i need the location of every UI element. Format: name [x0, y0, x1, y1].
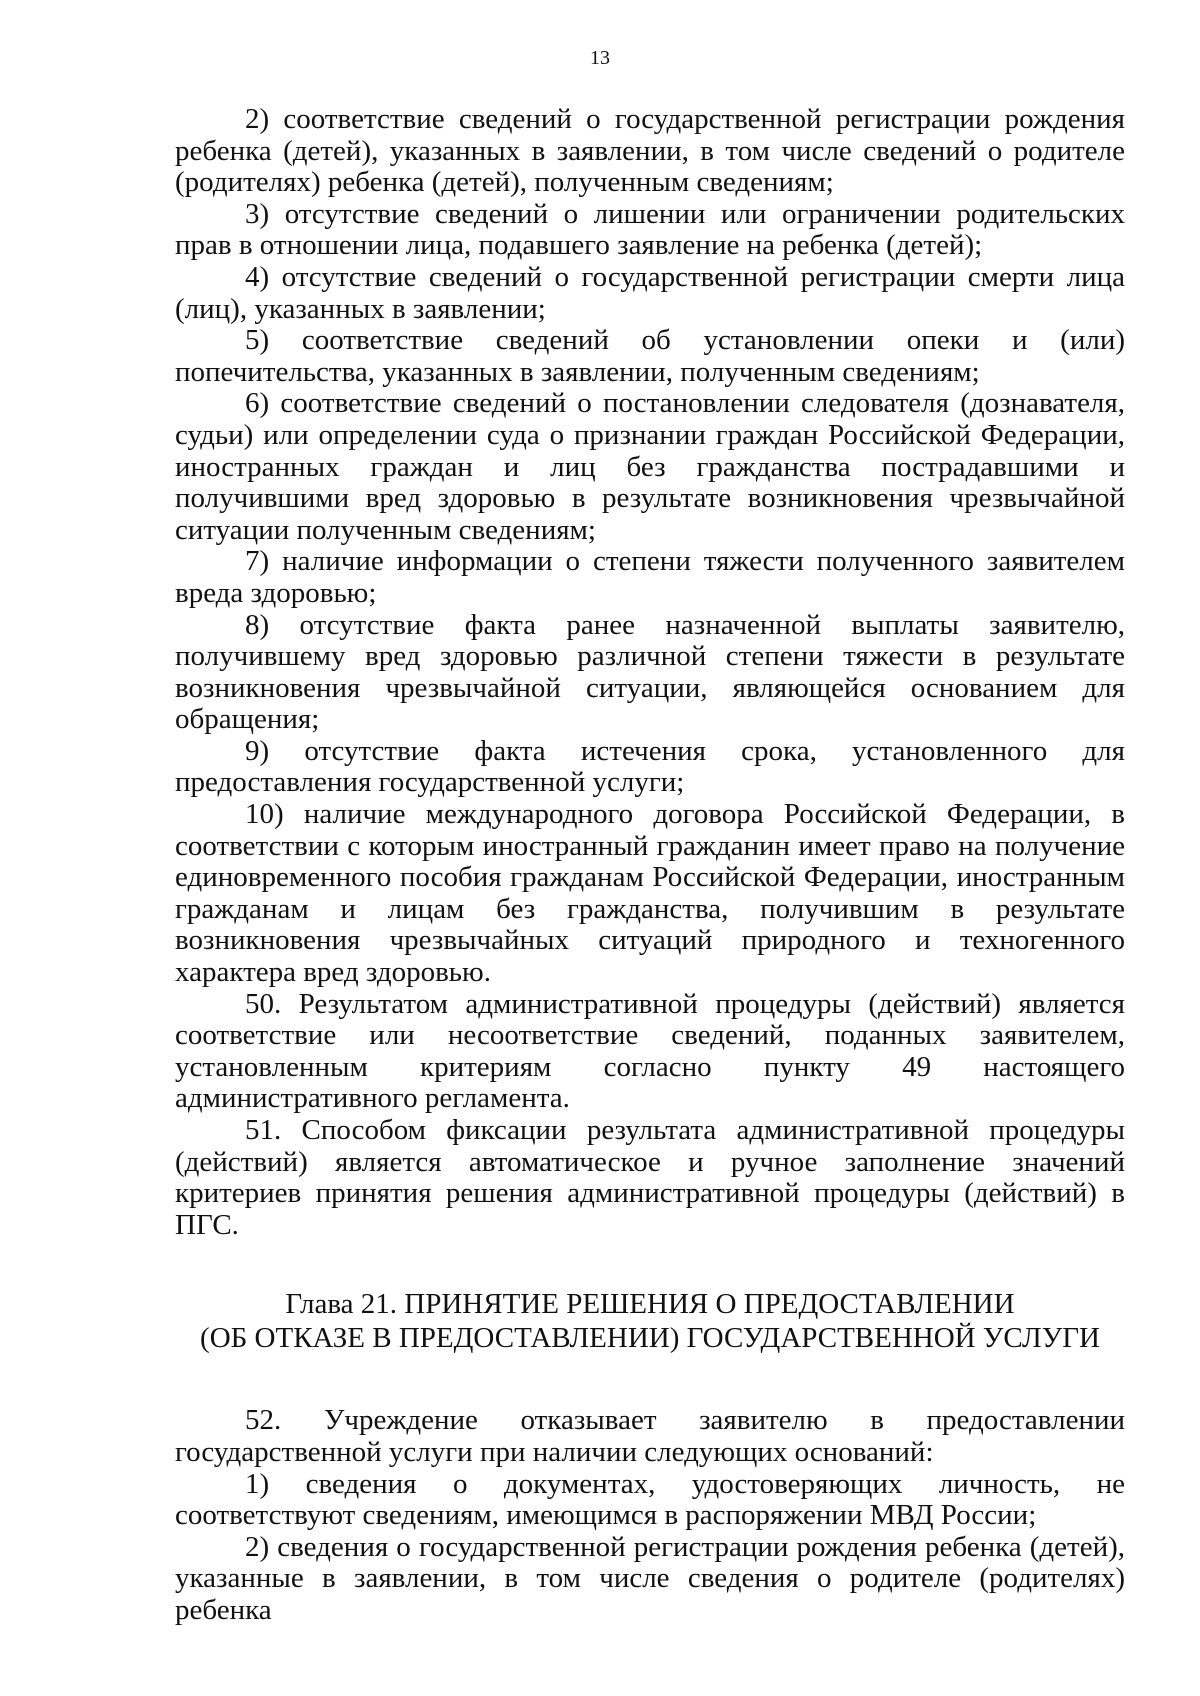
chapter-heading	[175, 1287, 1125, 1355]
refusal-ground-1: 1) сведения о документах, удостоверяющих личность, не соответствуют сведениям, имеющимся в распоряжении МВД России;	[175, 1467, 1125, 1532]
list-item-3: 3) отсутствие сведений о лишении или ограничении родительских прав в отношении лица, подавшего заявление на ребенка (детей);	[175, 197, 1125, 262]
list-item-8: 8) отсутствие факта ранее назначенной выплаты заявителю, получившему вред здоровью различной степени тяжести в результате возникновения чрезвычайной ситуации, являющейся основанием для обращения;	[175, 608, 1125, 736]
clause-50: 50. Результатом административной процедуры (действий) является соответствие или несоответствие сведений, поданных заявителем, установленным критериям согласно пункту 49 настоящего административного регламента.	[175, 987, 1125, 1115]
chapter-heading-line-2: (ОБ ОТКАЗЕ В ПРЕДОСТАВЛЕНИИ) ГОСУДАРСТВЕННОЙ УСЛУГИ	[200, 1322, 1100, 1355]
chapter-heading-line-1: Глава 21. ПРИНЯТИЕ РЕШЕНИЯ О ПРЕДОСТАВЛЕНИИ	[285, 1288, 1015, 1321]
clause-51: 51. Способом фиксации результата административной процедуры (действий) является автоматическое и ручное заполнение значений критериев принятия решения административной процедуры (действий) в ПГС.	[175, 1114, 1125, 1241]
clause-52: 52. Учреждение отказывает заявителю в предоставлении государственной услуги при наличии следующих оснований:	[175, 1404, 1125, 1468]
list-item-10: 10) наличие международного договора Российской Федерации, в соответствии с которым иностранный гражданин имеет право на получение единовременного пособия гражданам Российской Федерации, иностранным гражданам и лицам без гражданства, получившим в результате возникновения чрезвычайных ситуаций природного и техногенного характера вред здоровью.	[175, 798, 1125, 989]
list-item-6: 6) соответствие сведений о постановлении следователя (дознавателя, судьи) или определении суда о признании граждан Российской Федерации, иностранных граждан и лиц без гражданства пострадавшими и получившими вред здоровью в результате возникновения чрезвычайной ситуации полученным сведениям;	[175, 387, 1125, 546]
refusal-ground-2: 2) сведения о государственной регистрации рождения ребенка (детей), указанные в заявлении, в том числе сведения о родителе (родителях) ребенка	[175, 1530, 1125, 1626]
list-item-2: 2) соответствие сведений о государственной регистрации рождения ребенка (детей), указанных в заявлении, в том числе сведений о родителе (родителях) ребенка (детей), полученным сведениям;	[175, 103, 1125, 199]
list-item-9: 9) отсутствие факта истечения срока, установленного для предоставления государственной услуги;	[175, 734, 1125, 799]
list-item-7: 7) наличие информации о степени тяжести полученного заявителем вреда здоровью;	[175, 545, 1125, 609]
list-item-4: 4) отсутствие сведений о государственной регистрации смерти лица (лиц), указанных в заявлении;	[175, 260, 1125, 325]
page-number: 13	[590, 47, 610, 69]
document-body	[175, 104, 1125, 1627]
list-item-5: 5) соответствие сведений об установлении опеки и (или) попечительства, указанных в заявлении, полученным сведениям;	[175, 324, 1125, 388]
